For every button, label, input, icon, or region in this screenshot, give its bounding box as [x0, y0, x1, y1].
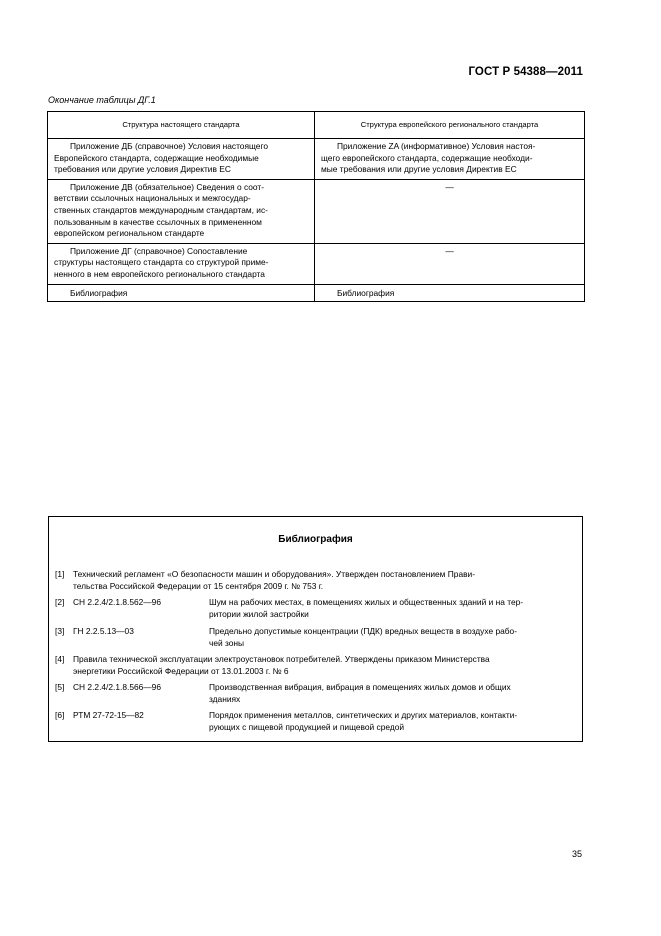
column-header: Структура настоящего стандарта	[48, 112, 315, 139]
table-cell: Приложение ДВ (обязательное) Сведения о соот- ветствии ссылочных национальных и межгосудар- ственных стандартов международным стандартам, ис- пользованным в качестве ссылочных в примененном европейском региональном стандарте	[48, 179, 315, 243]
table-row	[48, 139, 585, 180]
table-header-row	[48, 112, 585, 139]
table-cell: Приложение ДБ (справочное) Условия настоящего Европейского стандарта, содержащие необходимые требования или другие условия Директив ЕС	[48, 139, 315, 180]
table-cell: Библиография	[315, 284, 585, 302]
structure-comparison-table	[47, 111, 585, 302]
table-caption: Окончание таблицы ДГ.1	[48, 95, 156, 105]
bibliography-title: Библиография	[278, 534, 353, 545]
table-cell: Приложение ДГ (справочное) Сопоставление структуры настоящего стандарта со структурой приме- ненного в нем европейского регионального стандарта	[48, 243, 315, 284]
column-header: Структура европейского регионального стандарта	[315, 112, 585, 139]
table-cell: —	[315, 179, 585, 243]
standard-number: ГОСТ Р 54388—2011	[468, 66, 583, 78]
page-number: 35	[571, 849, 582, 859]
table-row	[48, 179, 585, 243]
table-cell: Приложение ZA (информативное) Условия настоя- щего европейского стандарта, содержащие необходи- мые требования или другие условия Директив ЕС	[315, 139, 585, 180]
table-row	[48, 284, 585, 302]
table-cell: Библиография	[48, 284, 315, 302]
table-row	[48, 243, 585, 284]
bibliography-box: Библиография [1] Технический регламент «О безопасности машин и оборудования». Утвержден постановлением Прави- тельства Российской Федерации от 15 сентября 2009 г. № 753 г. [2] СН 2.2.4/2.1.8.562—96 Шум на рабочих местах, в помещениях жилых и общественных зданий и на тер- ритории жилой застройки [3] ГН 2.2.5.13—03 Предельно допустимые концентрации (ПДК) вредных веществ в воздухе рабо- чей зоны [4] Правила технической эксплуатации электроустановок потребителей. Утверждены приказом Министерства энергетики Российской Федерации от 13.01.2003 г. № 6 [5] СН 2.2.4/2.1.8.566—96 Производственная вибрация, вибрация в помещениях жилых домов и общих зданиях [6] РТМ 27-72-15—82 Порядок применения металлов, синтетических и других материалов, контакти- рующих с пищевой продукцией и пищевой средой	[48, 516, 583, 742]
table-cell: —	[315, 243, 585, 284]
